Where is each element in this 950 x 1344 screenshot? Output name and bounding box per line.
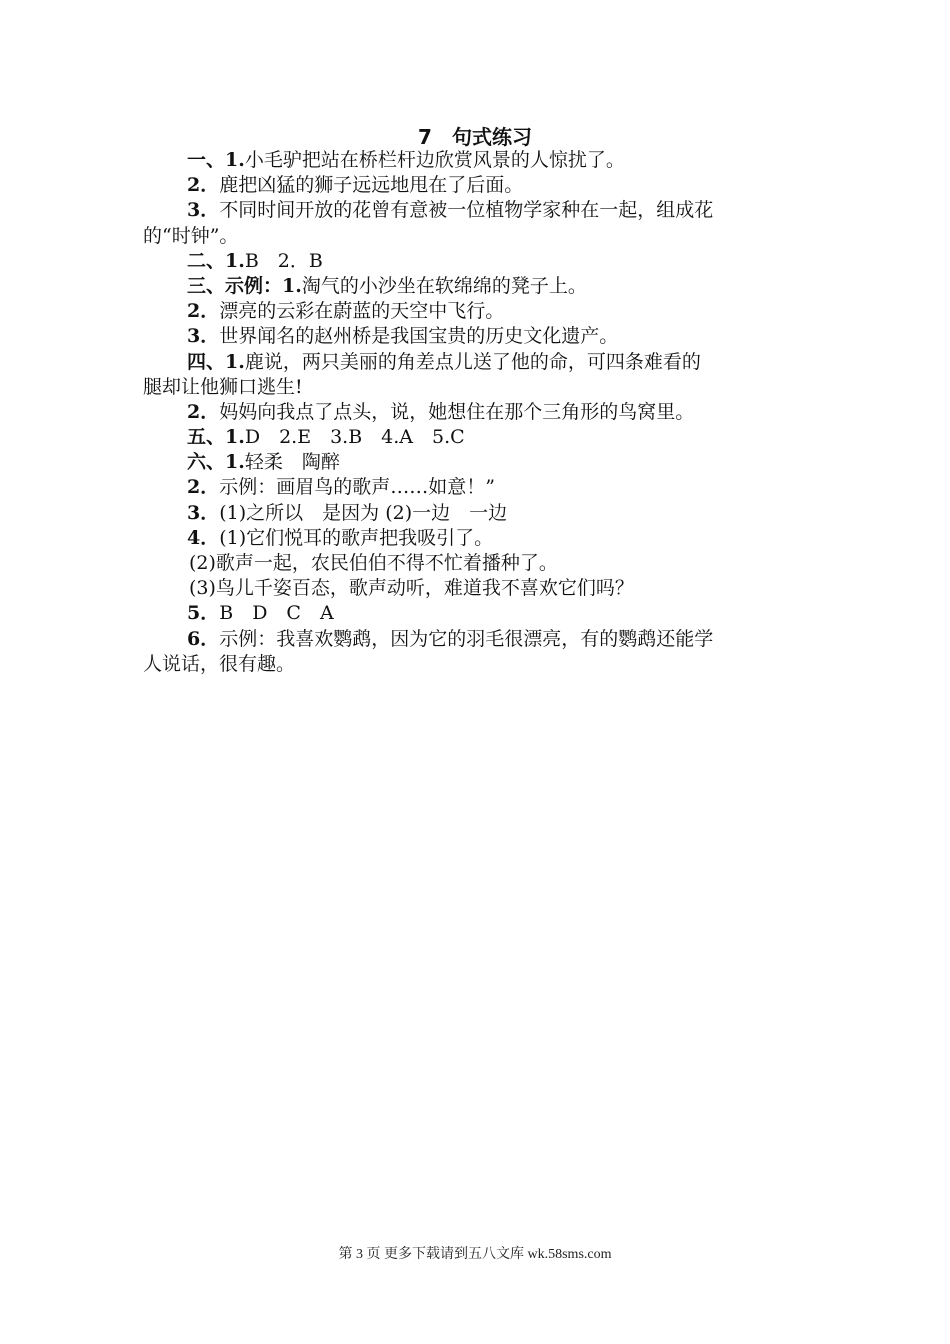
answer-line [143,224,808,249]
item-number: 3． [187,199,220,222]
line-text: 示例：我喜欢鹦鹉，因为它的羽毛很漂亮，有的鹦鹉还能学 [219,627,714,650]
item-number: 6． [187,627,220,650]
line-text: 妈妈向我点了点头，说，她想住在那个三角形的鸟窝里。 [219,400,695,423]
line-text: B 2．B [244,249,323,272]
line-text: (2)歌声一起，农民伯伯不得不忙着播种了。 [189,552,558,574]
line-text: 漂亮的云彩在蔚蓝的天空中飞行。 [219,300,505,323]
line-text: 世界闻名的赵州桥是我国宝贵的历史文化遗产。 [219,325,619,348]
line-text: (1)它们悦耳的歌声把我吸引了。 [219,526,494,549]
item-number: 四、1. [187,350,245,373]
item-number: 4． [187,526,220,549]
item-number: 3． [187,325,220,348]
line-text: 鹿说，两只美丽的角差点儿送了他的命，可四条难看的 [244,350,701,373]
answer-line [143,198,808,223]
line-text: B D C A [219,602,334,625]
answer-line [143,350,808,375]
answer-line [143,627,808,652]
answer-line [143,400,808,425]
answer-line [143,576,808,601]
item-number: 一、1. [187,149,245,171]
answer-line [143,425,808,450]
answer-line [143,173,808,198]
answer-line [143,274,808,299]
line-text: 轻柔 陶醉 [244,451,340,474]
answer-line [143,148,808,173]
line-text: 淘气的小沙坐在软绵绵的凳子上。 [301,274,587,297]
answer-content [143,148,808,677]
answer-line [143,475,808,500]
answer-line [143,551,808,576]
line-text: 不同时间开放的花曾有意被一位植物学家种在一起，组成花 [219,199,714,222]
page-title: 7 句式练习 [418,125,532,149]
item-number: 2． [187,400,220,423]
answer-line [143,324,808,349]
answer-line [143,601,808,626]
line-text: 的“时钟”。 [143,224,239,247]
item-number: 5． [187,602,220,625]
item-number: 2． [187,476,220,499]
answer-line [143,375,808,400]
line-text: 小毛驴把站在桥栏杆边欣赏风景的人惊扰了。 [244,149,625,171]
answer-line [143,249,808,274]
line-text: 人说话，很有趣。 [143,652,296,675]
line-text: D 2.E 3.B 4.A 5.C [244,426,465,449]
answer-line [143,450,808,475]
line-text: 鹿把凶猛的狮子远远地甩在了后面。 [219,174,524,197]
item-number: 五、1. [187,426,245,449]
answer-line [143,299,808,324]
line-text: (1)之所以 是因为 (2)一边 一边 [219,501,508,524]
page-footer: 第 3 页 更多下载请到五八文库 wk.58sms.com [338,1247,612,1262]
item-number: 2． [187,174,220,197]
answer-line [143,501,808,526]
item-number: 二、1. [187,249,245,272]
item-number: 三、示例：1. [187,274,302,297]
item-number: 3． [187,501,220,524]
line-text: 腿却让他狮口逃生! [143,375,303,398]
item-number: 六、1. [187,451,245,474]
answer-line [143,652,808,677]
line-text: 示例：画眉鸟的歌声……如意！” [219,476,495,499]
item-number: 2． [187,300,220,323]
line-text: (3)鸟儿千姿百态，歌声动听，难道我不喜欢它们吗？ [189,577,634,600]
answer-line [143,526,808,551]
